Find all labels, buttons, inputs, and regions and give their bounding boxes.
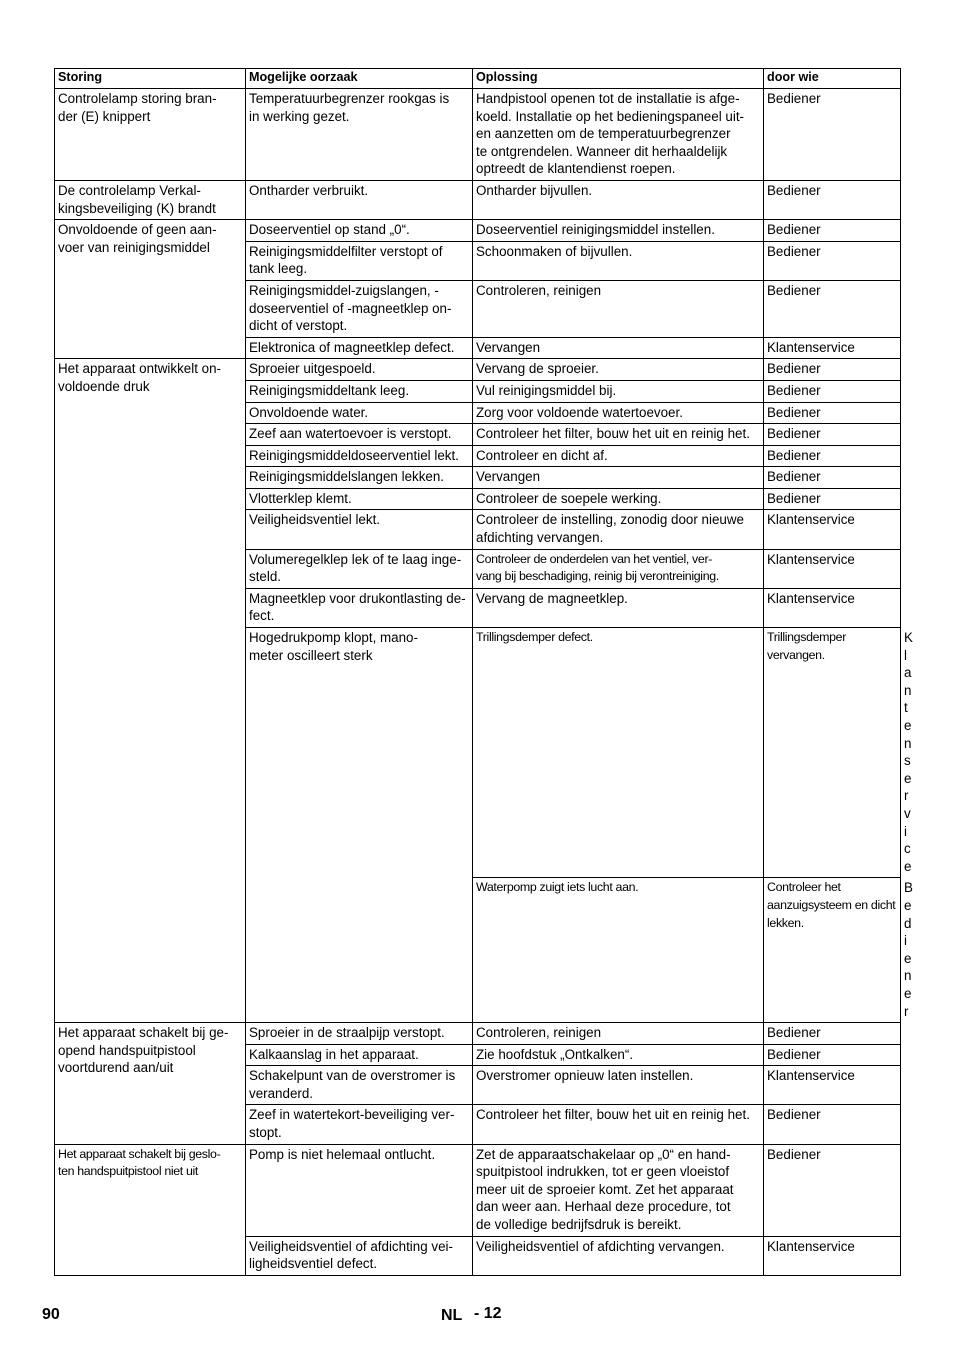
table-header-row: [55, 69, 901, 89]
cell-storing: Hogedrukpomp klopt, mano- meter oscilleert sterk: [246, 628, 473, 1023]
cell-door-wie: Bediener: [764, 241, 901, 280]
cell-oplossing: Zorg voor voldoende watertoevoer.: [473, 402, 764, 424]
cell-door-wie: Bediener: [764, 380, 901, 402]
cell-oplossing: Controleer het aanzuigsysteem en dicht lekken.: [764, 878, 901, 1023]
cell-door-wie: Bediener: [764, 180, 901, 219]
cell-door-wie: Klantenservice: [764, 588, 901, 627]
table-row: Waterpomp zuigt iets lucht aan. Controleer het aanzuigsysteem en dicht lekken. Bediener: [55, 878, 901, 1023]
cell-door-wie: Klantenservice: [764, 337, 901, 359]
cell-mogelijke-oorzaak: Sproeier in de straalpijp verstopt.: [246, 1023, 473, 1045]
table-row: [55, 359, 901, 381]
header-oplossing: Oplossing: [473, 69, 764, 89]
cell-oplossing: Controleren, reinigen: [473, 1023, 764, 1045]
cell-mogelijke-oorzaak: Waterpomp zuigt iets lucht aan.: [473, 878, 764, 1023]
fault-table: [54, 68, 913, 1276]
cell-door-wie: Bediener: [764, 1044, 901, 1066]
cell-storing: Onvoldoende of geen aan- voer van reinigingsmiddel: [55, 220, 246, 359]
cell-storing: Het apparaat ontwikkelt on- voldoende druk: [55, 359, 246, 1023]
table-row: [55, 180, 901, 219]
cell-mogelijke-oorzaak: Veiligheidsventiel lekt.: [246, 510, 473, 549]
table-row: [55, 1023, 901, 1045]
cell-mogelijke-oorzaak: Ontharder verbruikt.: [246, 180, 473, 219]
cell-oplossing: Handpistool openen tot de installatie is afge- koeld. Installatie op het bedieningspaneel uit- en aanzetten om de temperatuurbegrenzer te ontgrendelen. Wanneer dit herhaaldelijk optreedt de klantendienst roepen.: [473, 89, 764, 181]
cell-oplossing: Controleren, reinigen: [473, 280, 764, 337]
cell-oplossing: Vervangen: [473, 337, 764, 359]
cell-door-wie: Bediener: [764, 280, 901, 337]
cell-oplossing: Vervang de sproeier.: [473, 359, 764, 381]
cell-mogelijke-oorzaak: Pomp is niet helemaal ontlucht.: [246, 1144, 473, 1236]
cell-mogelijke-oorzaak: Kalkaanslag in het apparaat.: [246, 1044, 473, 1066]
cell-mogelijke-oorzaak: Vlotterklep klemt.: [246, 488, 473, 510]
table-row: [55, 89, 901, 181]
cell-mogelijke-oorzaak: Reinigingsmiddelfilter verstopt of tank leeg.: [246, 241, 473, 280]
header-mogelijke-oorzaak: Mogelijke oorzaak: [246, 69, 473, 89]
cell-door-wie: Bediener: [764, 1144, 901, 1236]
cell-mogelijke-oorzaak: Schakelpunt van de overstromer is veranderd.: [246, 1066, 473, 1105]
cell-mogelijke-oorzaak: Reinigingsmiddel-zuigslangen, - doseerventiel of -magneetklep on- dicht of verstopt.: [246, 280, 473, 337]
cell-mogelijke-oorzaak: Zeef in watertekort-beveiliging ver- stopt.: [246, 1105, 473, 1144]
cell-mogelijke-oorzaak: Veiligheidsventiel of afdichting vei- ligheidsventiel defect.: [246, 1236, 473, 1275]
cell-door-wie: Bediener: [764, 467, 901, 489]
cell-mogelijke-oorzaak: Reinigingsmiddeltank leeg.: [246, 380, 473, 402]
cell-oplossing: Controleer en dicht af.: [473, 445, 764, 467]
header-storing: Storing: [55, 69, 246, 89]
cell-mogelijke-oorzaak: Elektronica of magneetklep defect.: [246, 337, 473, 359]
cell-mogelijke-oorzaak: Trillingsdemper defect.: [473, 628, 764, 878]
cell-storing: Controlelamp storing bran- der (E) knippert: [55, 89, 246, 181]
cell-oplossing: Controleer het filter, bouw het uit en reinig het.: [473, 424, 764, 446]
cell-storing: Het apparaat schakelt bij geslo- ten handspuitpistool niet uit: [55, 1144, 246, 1275]
cell-door-wie: Klantenservice: [764, 1066, 901, 1105]
cell-storing: Het apparaat schakelt bij ge- opend handspuitpistool voortdurend aan/uit: [55, 1023, 246, 1145]
cell-oplossing: Vervang de magneetklep.: [473, 588, 764, 627]
cell-oplossing: Zie hoofdstuk „Ontkalken“.: [473, 1044, 764, 1066]
cell-door-wie: Bediener: [764, 424, 901, 446]
cell-oplossing: Schoonmaken of bijvullen.: [473, 241, 764, 280]
cell-door-wie: Bediener: [764, 359, 901, 381]
cell-oplossing: Controleer de soepele werking.: [473, 488, 764, 510]
cell-oplossing: Trillingsdemper vervangen.: [764, 628, 901, 878]
cell-oplossing: Overstromer opnieuw laten instellen.: [473, 1066, 764, 1105]
page-number: 90: [42, 1306, 60, 1323]
cell-oplossing: Controleer het filter, bouw het uit en reinig het.: [473, 1105, 764, 1144]
cell-oplossing: Zet de apparaatschakelaar op „0“ en hand- spuitpistool indrukken, tot er geen vloeistof meer uit de sproeier komt. Zet het apparaat dan weer aan. Herhaal deze procedure, tot de volledige bedrijfsdruk is bereikt.: [473, 1144, 764, 1236]
cell-mogelijke-oorzaak: Onvoldoende water.: [246, 402, 473, 424]
cell-mogelijke-oorzaak: Reinigingsmiddelslangen lekken.: [246, 467, 473, 489]
cell-oplossing: Doseerventiel reinigingsmiddel instellen.: [473, 220, 764, 242]
cell-oplossing: Controleer de instelling, zonodig door nieuwe afdichting vervangen.: [473, 510, 764, 549]
cell-door-wie: Klantenservice: [764, 549, 901, 588]
cell-oplossing: Ontharder bijvullen.: [473, 180, 764, 219]
cell-mogelijke-oorzaak: Magneetklep voor drukontlasting de- fect.: [246, 588, 473, 627]
table-row: [55, 220, 901, 242]
cell-oplossing: Vul reinigingsmiddel bij.: [473, 380, 764, 402]
header-door-wie: door wie: [764, 69, 901, 89]
cell-door-wie: Bediener: [764, 1023, 901, 1045]
cell-oplossing: Controleer de onderdelen van het ventiel, ver- vang bij beschadiging, reinig bij verontreiniging.: [473, 549, 764, 588]
cell-door-wie: Klantenservice: [764, 510, 901, 549]
cell-oplossing: Vervangen: [473, 467, 764, 489]
cell-door-wie: Bediener: [764, 488, 901, 510]
cell-mogelijke-oorzaak: Temperatuurbegrenzer rookgas is in werking gezet.: [246, 89, 473, 181]
table-row: Hogedrukpomp klopt, mano- meter oscilleert sterk Trillingsdemper defect. Trillingsdemper vervangen. Klantenservice: [55, 628, 901, 878]
table-row: [55, 1144, 901, 1236]
cell-storing: De controlelamp Verkal- kingsbeveiliging (K) brandt: [55, 180, 246, 219]
cell-mogelijke-oorzaak: Sproeier uitgespoeld.: [246, 359, 473, 381]
cell-mogelijke-oorzaak: Reinigingsmiddeldoseerventiel lekt.: [246, 445, 473, 467]
cell-mogelijke-oorzaak: Volumeregelklep lek of te laag inge- steld.: [246, 549, 473, 588]
cell-door-wie: Bediener: [764, 220, 901, 242]
cell-door-wie: Bediener: [764, 445, 901, 467]
sub-page-number: - 12: [474, 1305, 502, 1322]
cell-door-wie: Bediener: [764, 1105, 901, 1144]
cell-oplossing: Veiligheidsventiel of afdichting vervangen.: [473, 1236, 764, 1275]
cell-mogelijke-oorzaak: Doseerventiel op stand „0“.: [246, 220, 473, 242]
cell-door-wie: Bediener: [764, 402, 901, 424]
cell-door-wie: Bediener: [764, 89, 901, 181]
table-body: [55, 89, 913, 1276]
language-code: NL: [441, 1307, 463, 1324]
cell-mogelijke-oorzaak: Zeef aan watertoevoer is verstopt.: [246, 424, 473, 446]
cell-door-wie: Klantenservice: [764, 1236, 901, 1275]
